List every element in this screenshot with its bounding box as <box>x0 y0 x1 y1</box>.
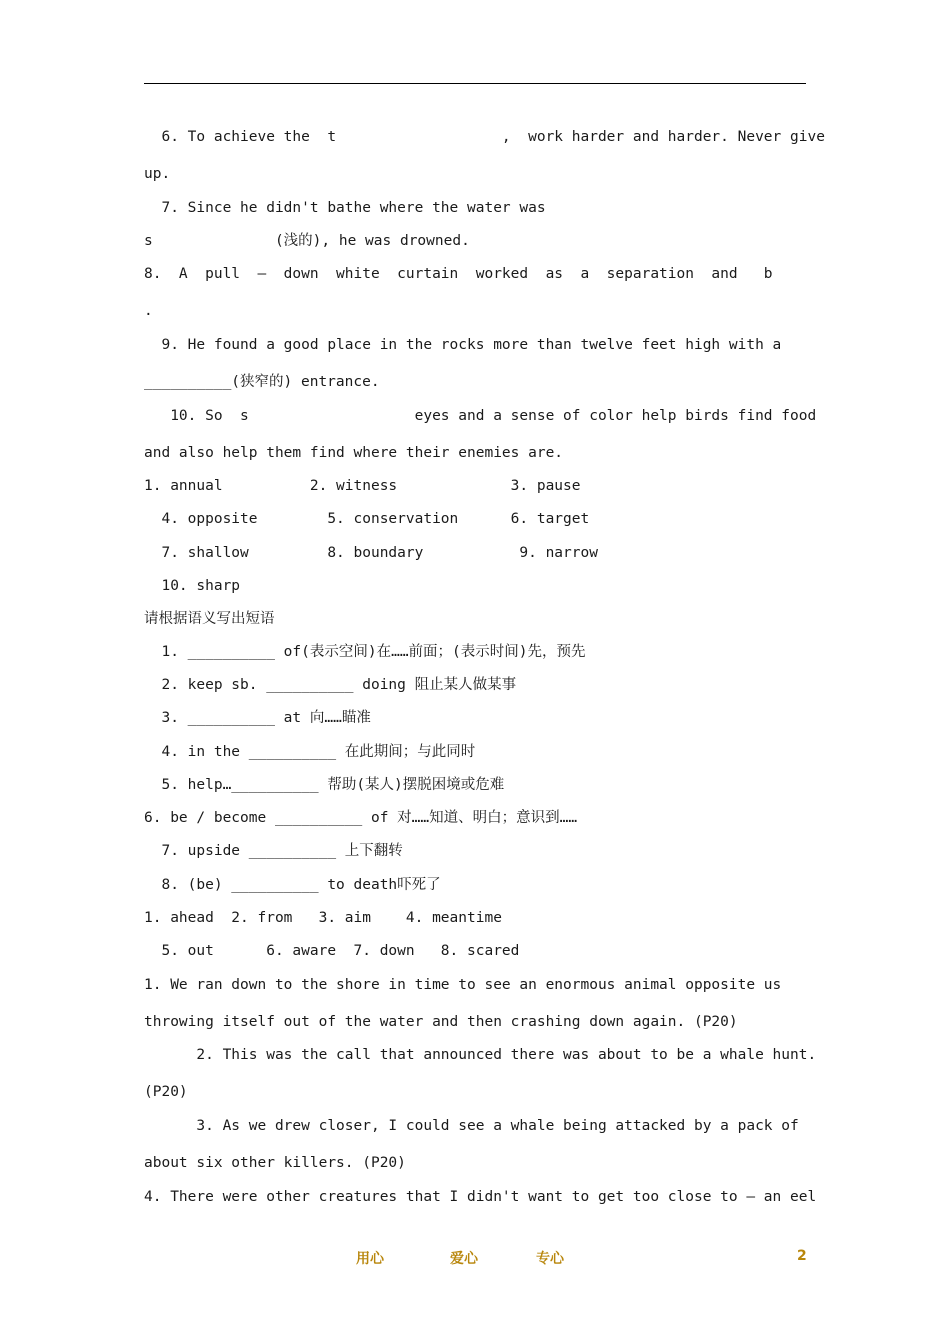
sentence-line: 2. This was the call that announced there was about to be a whale hunt. <box>144 1047 817 1063</box>
page-footer <box>0 1248 950 1268</box>
text-line: 10. So s eyes and a sense of color help birds find food <box>144 408 817 424</box>
phrase-line: 3. __________ at 向……瞄准 <box>144 710 371 726</box>
sentence-line: 3. As we drew closer, I could see a whale being attacked by a pack of <box>144 1118 799 1134</box>
page-number: 2 <box>797 1248 807 1264</box>
sentence-line: (P20) <box>144 1084 188 1100</box>
phrase-line: 5. help…__________ 帮助(某人)摆脱困境或危难 <box>144 777 505 793</box>
answer-line: 4. opposite 5. conservation 6. target <box>144 511 590 527</box>
footer-word: 用心 <box>356 1251 384 1267</box>
footer-word: 爱心 <box>450 1251 478 1267</box>
phrase-line: 6. be / become __________ of 对……知道、明白；意识到…… <box>144 810 578 826</box>
phrase-line: 8. (be) __________ to death吓死了 <box>144 877 441 893</box>
answer-line: 10. sharp <box>144 578 241 594</box>
sentence-line: throwing itself out of the water and then crashing down again. (P20) <box>144 1014 738 1030</box>
header-rule <box>144 83 806 84</box>
text-line: . <box>144 303 153 319</box>
answer-line: 5. out 6. aware 7. down 8. scared <box>144 943 520 959</box>
phrase-line: 1. __________ of(表示空间)在……前面；(表示时间)先，预先 <box>144 644 586 660</box>
text-line: 6. To achieve the t , work harder and harder. Never give <box>144 129 825 145</box>
sentence-line: about six other killers. (P20) <box>144 1155 406 1171</box>
text-line: 7. Since he didn't bathe where the water was <box>144 200 546 216</box>
text-line: 9. He found a good place in the rocks more than twelve feet high with a <box>144 337 782 353</box>
phrase-line: 2. keep sb. __________ doing 阻止某人做某事 <box>144 677 517 693</box>
phrase-line: 4. in the __________ 在此期间；与此同时 <box>144 744 476 760</box>
text-line: and also help them find where their enemies are. <box>144 445 564 461</box>
text-line: 8. A pull — down white curtain worked as a separation and b <box>144 266 773 282</box>
text-line: __________(狭窄的) entrance. <box>144 374 380 390</box>
answer-line: 1. ahead 2. from 3. aim 4. meantime <box>144 910 502 926</box>
answer-line: 7. shallow 8. boundary 9. narrow <box>144 545 598 561</box>
section-heading: 请根据语义写出短语 <box>144 611 275 627</box>
text-line: s (浅的), he was drowned. <box>144 233 470 249</box>
answer-line: 1. annual 2. witness 3. pause <box>144 478 581 494</box>
text-line: up. <box>144 166 171 182</box>
sentence-line: 4. There were other creatures that I didn't want to get too close to — an eel <box>144 1189 817 1205</box>
footer-word: 专心 <box>536 1251 564 1267</box>
sentence-line: 1. We ran down to the shore in time to see an enormous animal opposite us <box>144 977 782 993</box>
phrase-line: 7. upside __________ 上下翻转 <box>144 843 403 859</box>
